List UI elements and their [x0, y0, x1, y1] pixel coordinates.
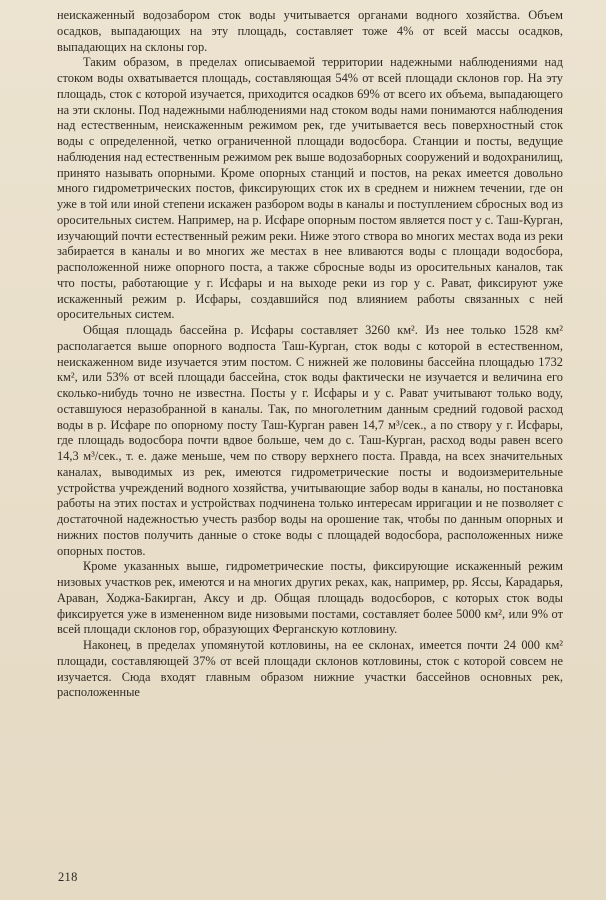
paragraph-3: Общая площадь бассейна р. Исфары составляет 3260 км². Из нее только 1528 км² располагается выше опорного водпоста Таш-Курган, сток воды с которой в естественном, неискаженном виде изучается этим постом. С нижней же половины бассейна площадью 1732 км², или 53% от всей площади бассейна, сток воды фактически не изучается и величина его сколько-нибудь точно не известна. Посты у г. Исфары и у с. Рават учитывают только воду, оставшуюся неразобранной в каналы. Так, по многолетним данным средний годовой расход воды в р. Исфаре по опорному посту Таш-Курган равен 14,7 м³/сек., а по створу у г. Исфары, где площадь водосбора почти вдвое больше, чем до с. Таш-Курган, расход воды равен всего 14,3 м³/сек., т. е. даже меньше, чем по створу верхнего поста. Правда, на всех значительных каналах, выводимых из рек, имеются гидрометрические посты и водоизмерительные устройства учреждений водного хозяйства, учитывающие забор воды в каналы, но постановка работы на этих постах и устройствах подчинена только интересам ирригации и не позволяет с достаточной надежностью учесть разбор воды на орошение так, чтобы по данным опорных и нижних постов получить данные о стоке воды с площадей водосбора, расположенных ниже опорных постов. [57, 323, 563, 558]
body-text [57, 8, 563, 701]
paragraph-2: Таким образом, в пределах описываемой территории надежными наблюдениями над стоком воды охватывается площадь, составляющая 54% от всей площади склонов гор. На эту площадь, сток с которой изучается, приходится осадков 69% от всего их объема, выпадающего на эти склоны. Под надежными наблюдениями над стоком воды нами понимаются наблюдения над естественным, неискаженным режимом рек, где учитывается весь поверхностный сток воды с определенной, четко ограниченной площади водосбора. Станции и посты, ведущие наблюдения над естественным режимом рек выше водозаборных сооружений и водохранилищ, принято называть опорными. Кроме опорных станций и постов, на реках имеется довольно много гидрометрических постов, фиксирующих сток их в среднем и нижнем течении, где он уже в той или иной степени искажен разбором воды в каналы и поступлением сбросных вод из оросительных систем. Например, на р. Исфаре опорным постом является пост у с. Таш-Курган, изучающий почти естественный режим реки. Ниже этого створа во многих местах вода из реки забирается в каналы и во многих же местах в нее вливаются воды с площади водосбора, расположенной ниже опорного поста, а также сбросные воды из оросительных каналов, так что посты, работающие у г. Исфары и на выходе реки из гор у с. Рават, фиксируют уже искаженный режим р. Исфары, создавшийся под влиянием работы связанных с ней оросительных систем. [57, 55, 563, 322]
paragraph-5: Наконец, в пределах упомянутой котловины, на ее склонах, имеется почти 24 000 км² площади, составляющей 37% от всей площади склонов котловины, сток с которой совсем не изучается. Сюда входят главным образом нижние участки бассейнов основных рек, расположенные [57, 638, 563, 700]
paragraph-1: неискаженный водозабором сток воды учитывается органами водного хозяйства. Объем осадков, выпадающих на эту площадь, составляет тоже 4% от всей массы осадков, выпадающих на склоны гор. [57, 8, 563, 54]
paragraph-4: Кроме указанных выше, гидрометрические посты, фиксирующие искаженный режим низовых участков рек, имеются и на многих других реках, как, например, рр. Яссы, Карадарья, Араван, Ходжа-Бакирган, Аксу и др. Общая площадь водосборов, с которых сток воды фиксируется уже в измененном виде низовыми постами, составляет более 5000 км², или 9% от всей площади склонов гор, образующих Ферганскую котловину. [57, 559, 563, 637]
page-number: 218 [58, 870, 78, 884]
